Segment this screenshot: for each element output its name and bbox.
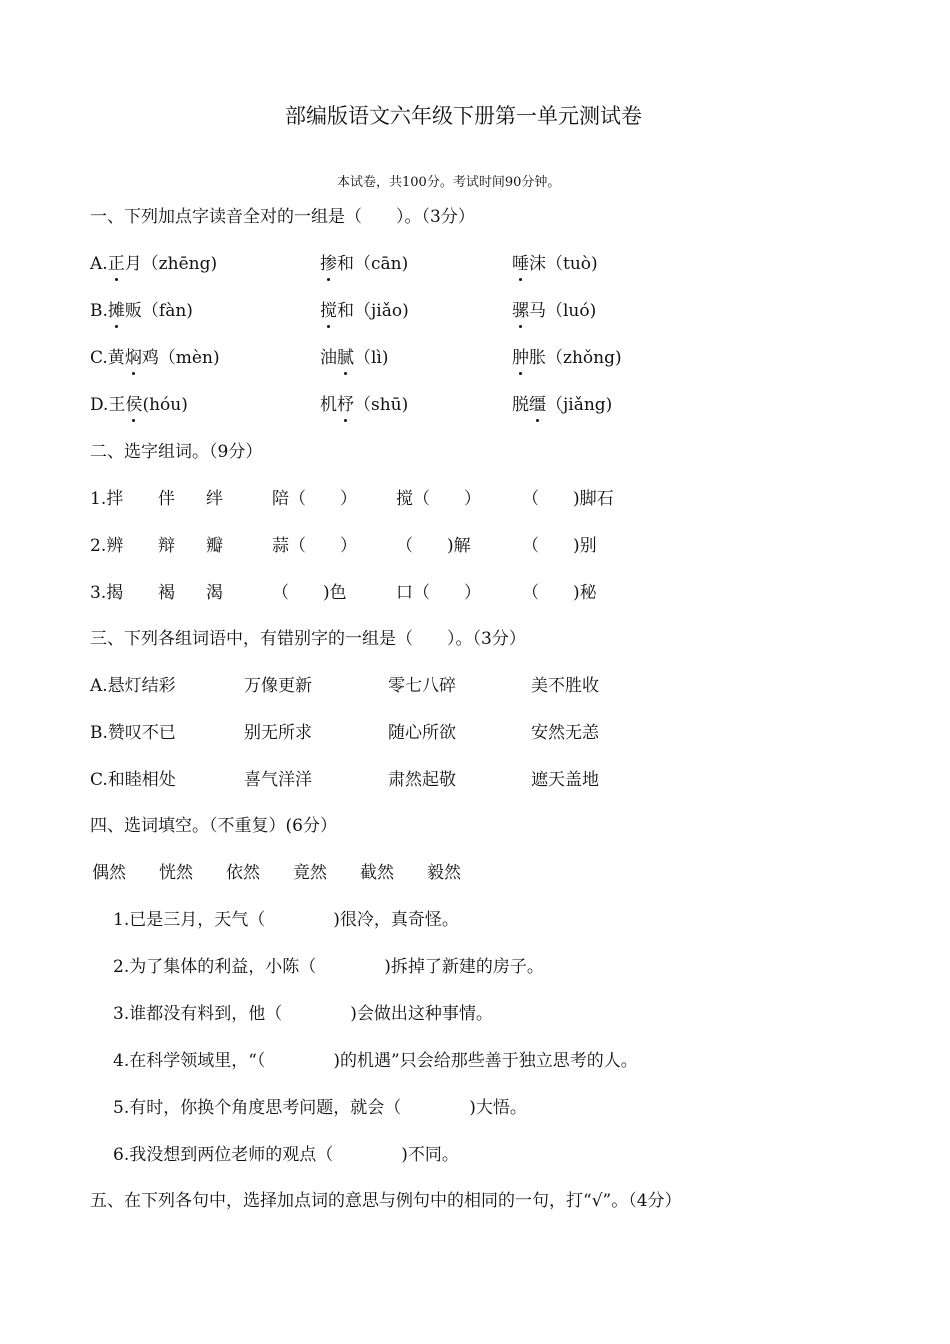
- dotted-char: 正: [107, 254, 125, 274]
- dotted-char: 搅: [320, 301, 337, 321]
- dotted-char: 缰: [529, 395, 546, 415]
- q2-char: 2.辨: [90, 536, 124, 556]
- q3-word: 遮天盖地: [531, 770, 599, 790]
- q1-option: [90, 253, 217, 275]
- q5-heading: 五、在下列各句中，选择加点词的意思与例句中的相同的一句，打“√”。（4分）: [90, 1191, 682, 1211]
- option-prefix: A.: [90, 254, 108, 274]
- option-pinyin: （lì): [354, 348, 389, 368]
- q2-char: 1.拌: [90, 489, 124, 509]
- option-prefix: 脱: [512, 395, 529, 415]
- option-prefix: 油: [320, 348, 337, 368]
- q4-word: 恍然: [159, 863, 193, 883]
- option-pinyin: （jiǎng): [546, 395, 613, 415]
- q3-word: 肃然起敬: [388, 770, 456, 790]
- q1-option: [512, 253, 598, 275]
- dotted-char: 杼: [337, 395, 354, 415]
- dotted-char: 骡: [512, 301, 529, 321]
- dotted-char: 摊: [107, 301, 125, 321]
- q1-option: [90, 347, 220, 369]
- q4-heading: 四、选词填空。（不重复）(6分）: [90, 816, 337, 836]
- q4-item: 3.谁都没有料到，他（ )会做出这种事情。: [113, 1004, 493, 1024]
- q4-item: 1.已是三月，天气（ )很冷，真奇怪。: [113, 910, 459, 930]
- q2-blank: 口（ ）: [396, 583, 481, 603]
- option-prefix: D.王: [90, 395, 126, 415]
- option-pinyin: 和（jiǎo): [337, 301, 409, 321]
- q2-blank: （ )别: [522, 536, 597, 556]
- option-pinyin: 和（cān): [337, 254, 409, 274]
- q4-item: 6.我没想到两位老师的观点（ )不同。: [113, 1145, 459, 1165]
- q4-item: 5.有时，你换个角度思考问题，就会（ )大悟。: [113, 1098, 527, 1118]
- q3-word: 万像更新: [244, 676, 312, 696]
- option-prefix: C.黄: [90, 348, 125, 368]
- q2-char: 绊: [206, 489, 223, 509]
- q1-option: [90, 300, 193, 322]
- q2-blank: （ )秘: [522, 583, 597, 603]
- q3-word: 别无所求: [244, 723, 312, 743]
- dotted-char: 唾: [512, 254, 529, 274]
- q3-word: 美不胜收: [531, 676, 599, 696]
- option-pinyin: 鸡（mèn): [141, 348, 220, 368]
- q2-blank: （ )色: [272, 583, 347, 603]
- q1-option: [512, 300, 596, 322]
- q1-option: [320, 394, 408, 416]
- q4-word: 依然: [226, 863, 260, 883]
- q2-char: 伴: [158, 489, 175, 509]
- q2-char: 褐: [158, 583, 175, 603]
- option-pinyin: 贩（fàn): [124, 301, 193, 321]
- option-pinyin: (hóu): [142, 395, 188, 415]
- page-title: 部编版语文六年级下册第一单元测试卷: [285, 104, 642, 128]
- option-prefix: 机: [320, 395, 337, 415]
- q2-char: 渴: [206, 583, 223, 603]
- option-prefix: B.: [90, 301, 108, 321]
- q4-word: 偶然: [92, 863, 126, 883]
- q2-char: 辩: [158, 536, 175, 556]
- exam-info: 本试卷，共100分。考试时间90分钟。: [337, 175, 561, 190]
- q2-char: 瓣: [206, 536, 223, 556]
- q4-word: 竟然: [293, 863, 327, 883]
- q3-word: A.悬灯结彩: [90, 676, 176, 696]
- q2-blank: （ )解: [396, 536, 471, 556]
- q3-word: C.和睦相处: [90, 770, 176, 790]
- q2-char: 3.揭: [90, 583, 124, 603]
- q1-option: [320, 253, 408, 275]
- q3-word: 零七八碎: [388, 676, 456, 696]
- dotted-char: 焖: [124, 348, 142, 368]
- option-pinyin: 胀（zhǒng): [529, 348, 622, 368]
- q1-heading: 一、下列加点字读音全对的一组是（ ）。（3分）: [90, 207, 475, 227]
- q3-word: 安然无恙: [531, 723, 599, 743]
- option-pinyin: 马（luó): [529, 301, 597, 321]
- q4-word: 截然: [360, 863, 394, 883]
- option-pinyin: （shū): [354, 395, 409, 415]
- option-pinyin: 月（zhēng): [124, 254, 218, 274]
- q1-option: [320, 300, 409, 322]
- q3-word: B.赞叹不已: [90, 723, 176, 743]
- q3-word: 随心所欲: [388, 723, 456, 743]
- q1-option: [320, 347, 389, 369]
- q2-heading: 二、选字组词。（9分）: [90, 442, 263, 462]
- q4-item: 2.为了集体的利益，小陈（ )拆掉了新建的房子。: [113, 957, 544, 977]
- dotted-char: 肿: [512, 348, 529, 368]
- q1-option: [90, 394, 188, 416]
- q3-heading: 三、下列各组词语中，有错别字的一组是（ ）。（3分）: [90, 629, 526, 649]
- q3-word: 喜气洋洋: [244, 770, 312, 790]
- q2-blank: 陪（ ）: [272, 489, 357, 509]
- q2-blank: 蒜（ ）: [272, 536, 357, 556]
- q2-blank: （ )脚石: [522, 489, 614, 509]
- q2-blank: 搅（ ）: [396, 489, 481, 509]
- option-pinyin: 沫（tuò): [529, 254, 598, 274]
- dotted-char: 腻: [337, 348, 354, 368]
- q4-word: 毅然: [427, 863, 461, 883]
- dotted-char: 侯: [125, 395, 143, 415]
- dotted-char: 掺: [320, 254, 337, 274]
- q1-option: [512, 394, 612, 416]
- q4-item: 4.在科学领域里，“（ )的机遇”只会给那些善于独立思考的人。: [113, 1051, 638, 1071]
- q1-option: [512, 347, 622, 369]
